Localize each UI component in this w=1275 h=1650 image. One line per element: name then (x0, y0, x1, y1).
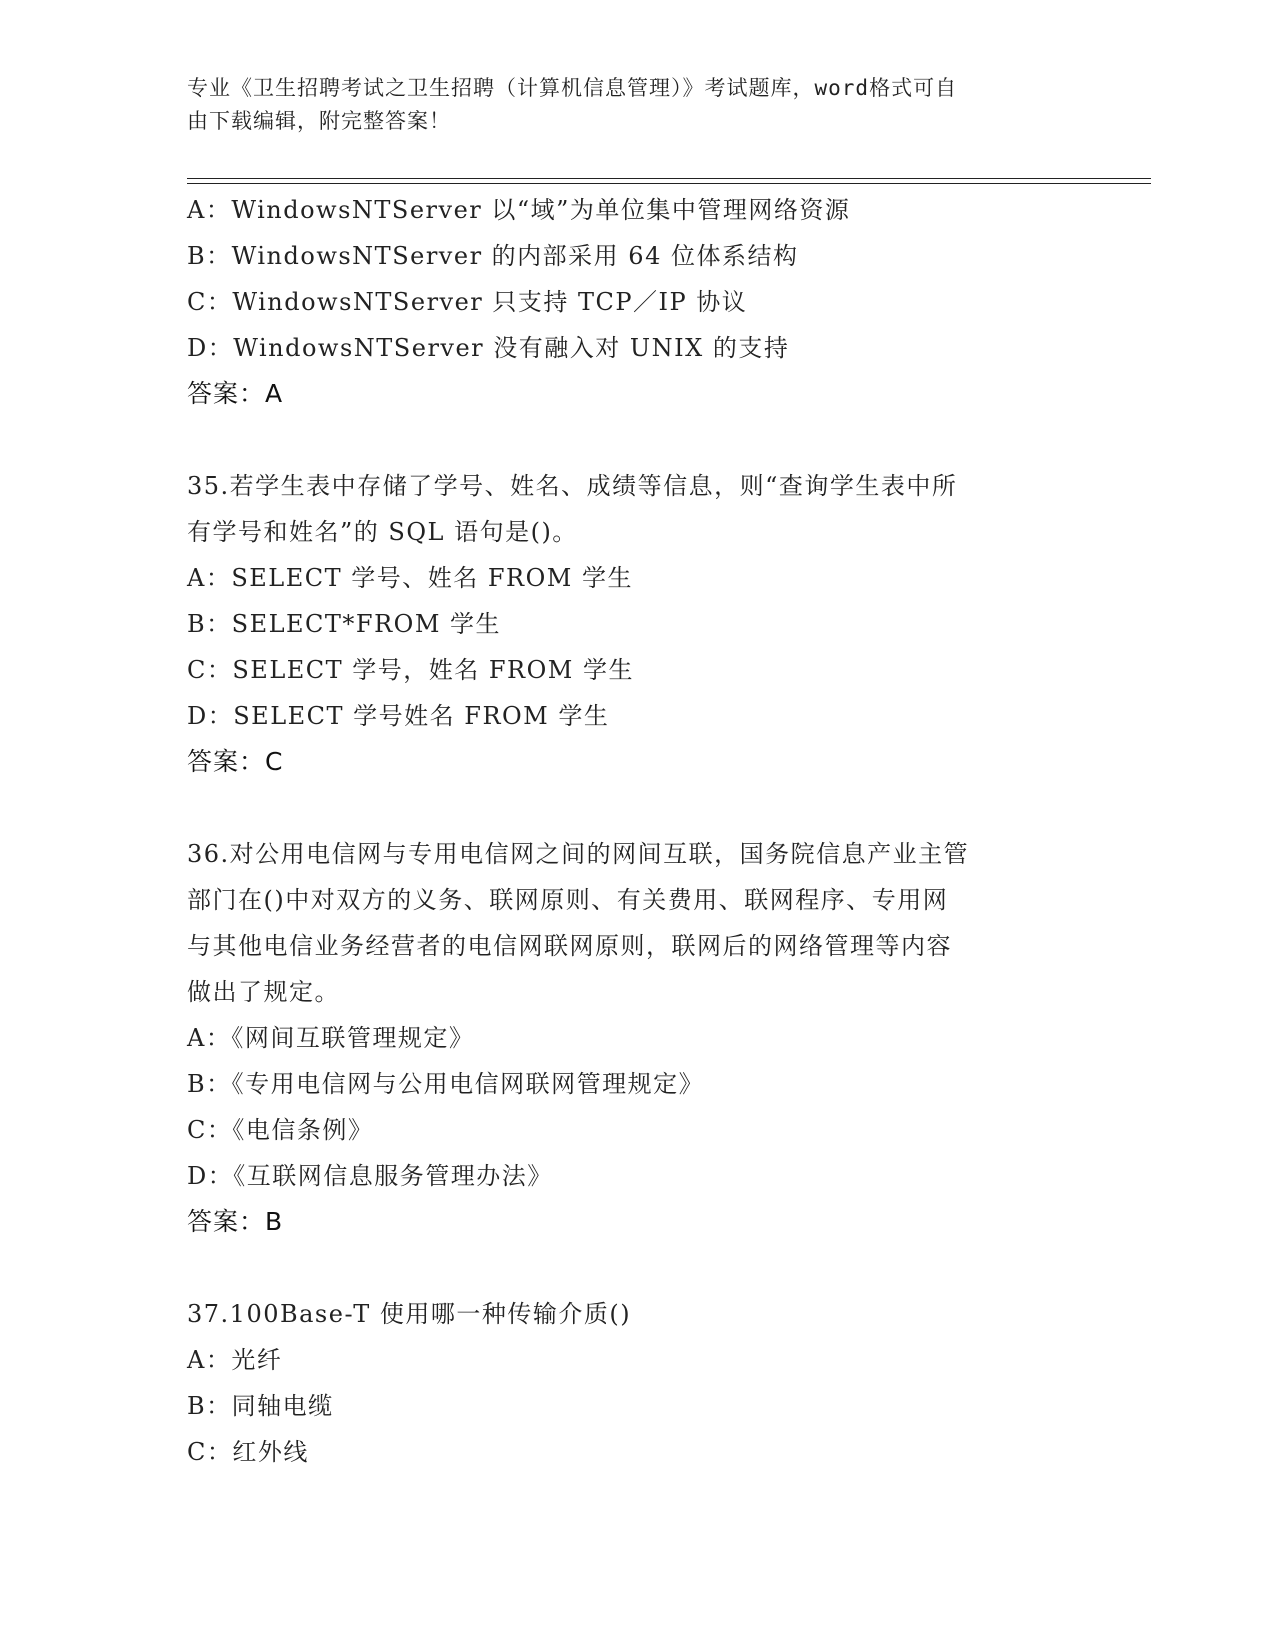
question-37 (187, 1291, 1087, 1475)
option-a: A：SELECT 学号、姓名 FROM 学生 (187, 564, 633, 592)
option-b: B：同轴电缆 (187, 1392, 334, 1420)
header-divider-top (187, 178, 1151, 179)
spacer (187, 417, 1087, 463)
option-b: B：SELECT*FROM 学生 (187, 610, 502, 638)
option-c: C：SELECT 学号，姓名 FROM 学生 (187, 656, 635, 684)
question-stem: 36.对公用电信网与专用电信网之间的网间互联，国务院信息产业主管 (187, 840, 970, 868)
option-d: D：WindowsNTServer 没有融入对 UNIX 的支持 (187, 334, 790, 362)
spacer (187, 1245, 1087, 1291)
header-text: 专业《卫生招聘考试之卫生招聘（计算机信息管理）》考试题库， (187, 76, 815, 100)
question-36 (187, 831, 1087, 1245)
answer-line: 答案：C (187, 747, 284, 776)
header-text-word: word (814, 76, 870, 100)
option-b: B：《专用电信网与公用电信网联网管理规定》 (187, 1070, 705, 1098)
option-a: A：WindowsNTServer 以“域”为单位集中管理网络资源 (187, 196, 851, 224)
question-list (187, 187, 1087, 1475)
question-35 (187, 463, 1087, 785)
header-line-1 (187, 72, 1087, 105)
option-b: B：WindowsNTServer 的内部采用 64 位体系结构 (187, 242, 799, 270)
answer-line: 答案：B (187, 1207, 284, 1236)
header-text: 格式可自 (869, 76, 958, 100)
option-a: A：光纤 (187, 1346, 283, 1374)
option-a: A：《网间互联管理规定》 (187, 1024, 475, 1052)
option-c: C：WindowsNTServer 只支持 TCP／IP 协议 (187, 288, 748, 316)
question-stem: 37.100Base-T 使用哪一种传输介质() (187, 1300, 632, 1328)
option-c: C：《电信条例》 (187, 1116, 374, 1144)
document-header (187, 72, 1087, 138)
option-d: D：《互联网信息服务管理办法》 (187, 1162, 553, 1190)
header-divider-bottom (187, 183, 1151, 184)
question-stem: 35.若学生表中存储了学号、姓名、成绩等信息，则“查询学生表中所 (187, 472, 958, 500)
question-stem: 有学号和姓名”的 SQL 语句是()。 (187, 518, 578, 546)
option-d: D：SELECT 学号姓名 FROM 学生 (187, 702, 610, 730)
header-line-2: 由下载编辑，附完整答案！ (187, 109, 451, 133)
option-c: C：红外线 (187, 1438, 309, 1466)
question-stem: 部门在()中对双方的义务、联网原则、有关费用、联网程序、专用网 (187, 886, 949, 914)
spacer (187, 785, 1087, 831)
answer-line: 答案：A (187, 379, 284, 408)
question-stem: 做出了规定。 (187, 978, 340, 1006)
question-34 (187, 187, 1087, 417)
question-stem: 与其他电信业务经营者的电信网联网原则，联网后的网络管理等内容 (187, 932, 952, 960)
